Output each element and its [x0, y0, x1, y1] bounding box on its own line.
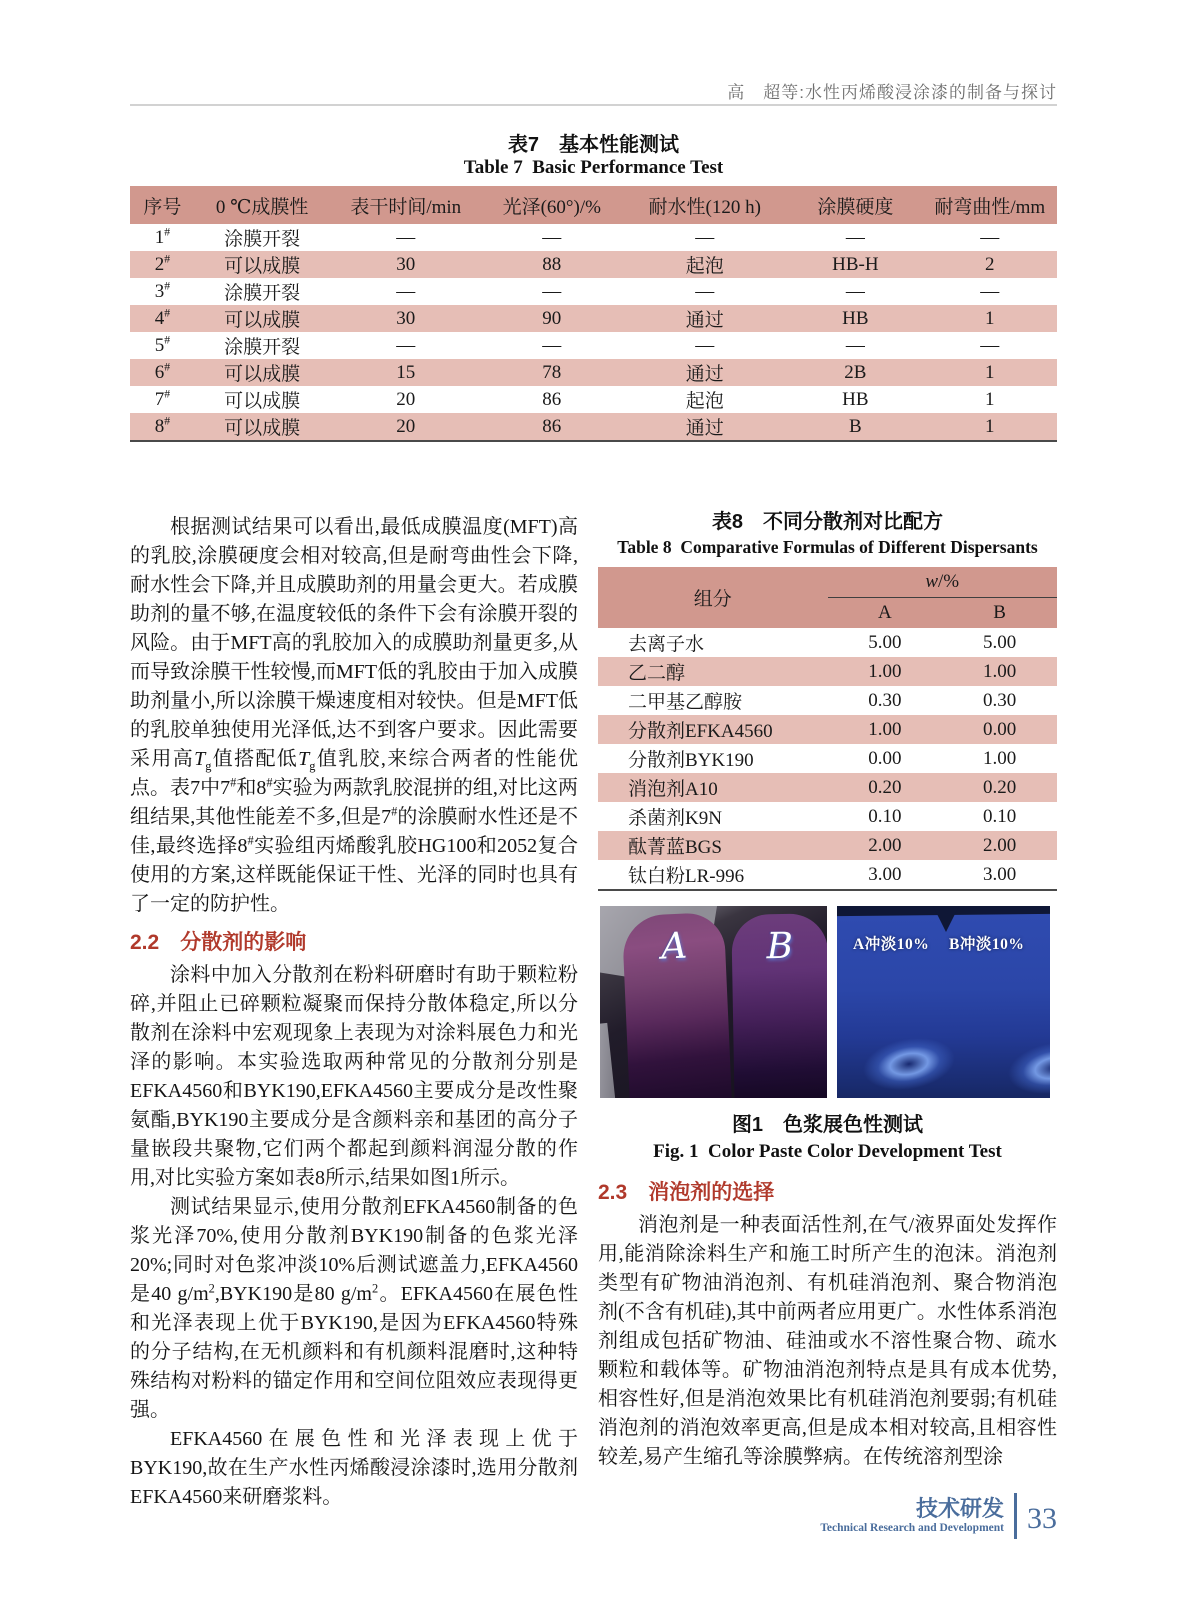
table7-col-header: 0 ℃成膜性: [195, 186, 329, 224]
table7-title-zh: 表7 基本性能测试: [507, 134, 680, 156]
dilute-label-b: B冲淡10%: [949, 936, 1025, 953]
paragraph: EFKA4560在展色性和光泽表现上优于BYK190,故在生产水性丙烯酸浸涂漆时,选用分散剂EFKA4560来研磨浆料。: [130, 1428, 578, 1508]
table8-col-wpct: w/%: [828, 567, 1058, 598]
panel-a-label: A: [660, 925, 688, 968]
table-row: 8# 可以成膜 20 86 通过 B 1: [130, 413, 1057, 441]
table7-col-header: 耐水性(120 h): [621, 186, 788, 224]
table-row: 消泡剂A10 0.20 0.20: [598, 773, 1057, 802]
paragraph: 消泡剂是一种表面活性剂,在气/液界面处发挥作用,能消除涂料生产和施工时所产生的泡沫。消泡剂类型有矿物油消泡剂、有机硅消泡剂、聚合物消泡剂(不含有机硅),其中前两者应用更广。水性体系消泡剂组成包括矿物油、硅油或水不溶性聚合物、疏水颗粒和载体等。矿物油消泡剂特点是具有成本优势,相容性好,但是消泡效果比有机硅消泡剂要弱;有机硅消泡剂的消泡效率更高,但是成本相对较高,且相容性较差,易产生缩孔等涂膜弊病。在传统溶剂型涂: [598, 1214, 1057, 1468]
table-row: 4# 可以成膜 30 90 通过 HB 1: [130, 305, 1057, 332]
table7: [130, 186, 1057, 442]
table-row: 6# 可以成膜 15 78 通过 2B 1: [130, 359, 1057, 386]
table7-col-header: 涂膜硬度: [788, 186, 922, 224]
header-rule: [130, 104, 1057, 106]
table-row: 酞菁蓝BGS 2.00 2.00: [598, 831, 1057, 860]
footer-divider: [1014, 1493, 1017, 1539]
figure1-caption-zh: 图1 色浆展色性测试: [731, 1114, 924, 1136]
paint-panel-a: [622, 912, 733, 1098]
dilute-label-a: A冲淡10%: [853, 936, 930, 953]
table8: [598, 567, 1057, 891]
photo-floor-edge: [600, 1023, 617, 1098]
footer-section-en: Technical Research and Development: [820, 1521, 1004, 1534]
running-head: 高 超等:水性丙烯酸浸涂漆的制备与探讨: [727, 83, 1057, 102]
page-footer: [820, 1493, 1057, 1539]
table-row: 杀菌剂K9N 0.10 0.10: [628, 805, 1017, 829]
table-row: 分散剂BYK190 0.00 1.00: [628, 747, 1017, 771]
table8-col-b: B: [942, 598, 1057, 629]
left-column: [130, 505, 578, 1512]
table8-header-row: [598, 567, 1057, 598]
table-row: 3# 涂膜开裂 — — — — —: [154, 279, 1000, 304]
table-row: 钛白粉LR-996 3.00 3.00: [628, 863, 1017, 887]
table8-title-en: Table 8 Comparative Formulas of Different Dispersants: [617, 537, 1038, 557]
section-heading-2-3: 2.3 消泡剂的选择: [598, 1181, 775, 1204]
footer-section: [820, 1497, 1004, 1536]
table7-col-header: 光泽(60°)/%: [482, 186, 621, 224]
table-row: 1# 涂膜开裂 — — — — —: [154, 225, 1000, 250]
body-columns: [130, 505, 1057, 1512]
table7-col-header: 耐弯曲性/mm: [923, 186, 1057, 224]
figure1-photo-right: [837, 906, 1050, 1098]
right-column: [598, 505, 1057, 1472]
table8-col-component: 组分: [598, 567, 828, 628]
panel-b-label: B: [766, 925, 794, 968]
figure1-caption-en: Fig. 1 Color Paste Color Development Test: [653, 1141, 1002, 1162]
table-row: 去离子水 5.00 5.00: [628, 631, 1017, 655]
paragraph: 根据测试结果可以看出,最低成膜温度(MFT)高的乳胶,涂膜硬度会相对较高,但是耐弯曲性会下降,耐水性会下降,并且成膜助剂的用量会更大。若成膜助剂的量不够,在温度较低的条件下会有涂膜开裂的风险。由于MFT高的乳胶加入的成膜助剂量更多,从而导致涂膜干性较慢,而MFT低的乳胶由于加入成膜助剂量小,所以涂膜干燥速度相对较快。但是MFT低的乳胶单独使用光泽低,达不到客户要求。因此需要采用高$T_g$值搭配低$T_g$值乳胶,来综合两者的性能优点。表7中7#和8#实验为两款乳胶混拼的组,对比这两组结果,其他性能差不多,但是7#的涂膜耐水性还是不佳,最终选择8#实验组丙烯酸乳胶HG100和2052复合使用的方案,这样既能保证干性、光泽的同时也具有了一定的防护性。: [130, 516, 579, 915]
table8-col-a: A: [828, 598, 943, 629]
table8-title-zh: 表8 不同分散剂对比配方: [711, 511, 944, 533]
page-number: 33: [1027, 1502, 1057, 1535]
section-heading-2-2: 2.2 分散剂的影响: [130, 931, 307, 954]
table-row: 乙二醇 1.00 1.00: [598, 657, 1057, 686]
figure1-photo: [598, 906, 1050, 1098]
table-row: 分散剂EFKA4560 1.00 0.00: [598, 715, 1057, 744]
footer-section-zh: 技术研发: [915, 1495, 1004, 1521]
table7-title-en: Table 7 Basic Performance Test: [463, 157, 724, 178]
paint-panel-b: [731, 913, 827, 1098]
table7-col-header: 表干时间/min: [329, 186, 482, 224]
table-row: 二甲基乙醇胺 0.30 0.30: [628, 689, 1017, 713]
paragraph: 测试结果显示,使用分散剂EFKA4560制备的色浆光泽70%,使用分散剂BYK190制备的色浆光泽20%;同时对色浆冲淡10%后测试遮盖力,EFKA4560是40 $g/m^2,BYK190$是80 $g/m^2$。EFKA4560在展色性和光泽表现上优于BYK190,是因为EFKA4560特殊的分子结构,在无机颜料和有机颜料混磨时,这种特殊结构对粉料的锚定作用和空间位阻效应表现得更强。: [130, 1196, 578, 1421]
paragraph: 涂料中加入分散剂在粉料研磨时有助于颗粒粉碎,并阻止已碎颗粒凝聚而保持分散体稳定,所以分散剂在涂料中宏观现象上表现为对涂料展色力和光泽的影响。本实验选取两种常见的分散剂分别是EFKA4560和BYK190,EFKA4560主要成分是改性聚氨酯,BYK190主要成分是含颜料亲和基团的高分子量嵌段共聚物,它们两个都起到颜料润湿分散的作用,对比实验方案如表8所示,结果如图1所示。: [130, 964, 578, 1189]
table-row: 5# 涂膜开裂 — — — — —: [154, 333, 1000, 358]
table7-col-header: 序号: [130, 186, 195, 224]
figure1-photo-left: [600, 906, 827, 1098]
table7-header-row: [130, 186, 1057, 224]
table-row: 7# 可以成膜 20 86 起泡 HB 1: [154, 387, 995, 412]
table-row: 2# 可以成膜 30 88 起泡 HB-H 2: [130, 251, 1057, 278]
